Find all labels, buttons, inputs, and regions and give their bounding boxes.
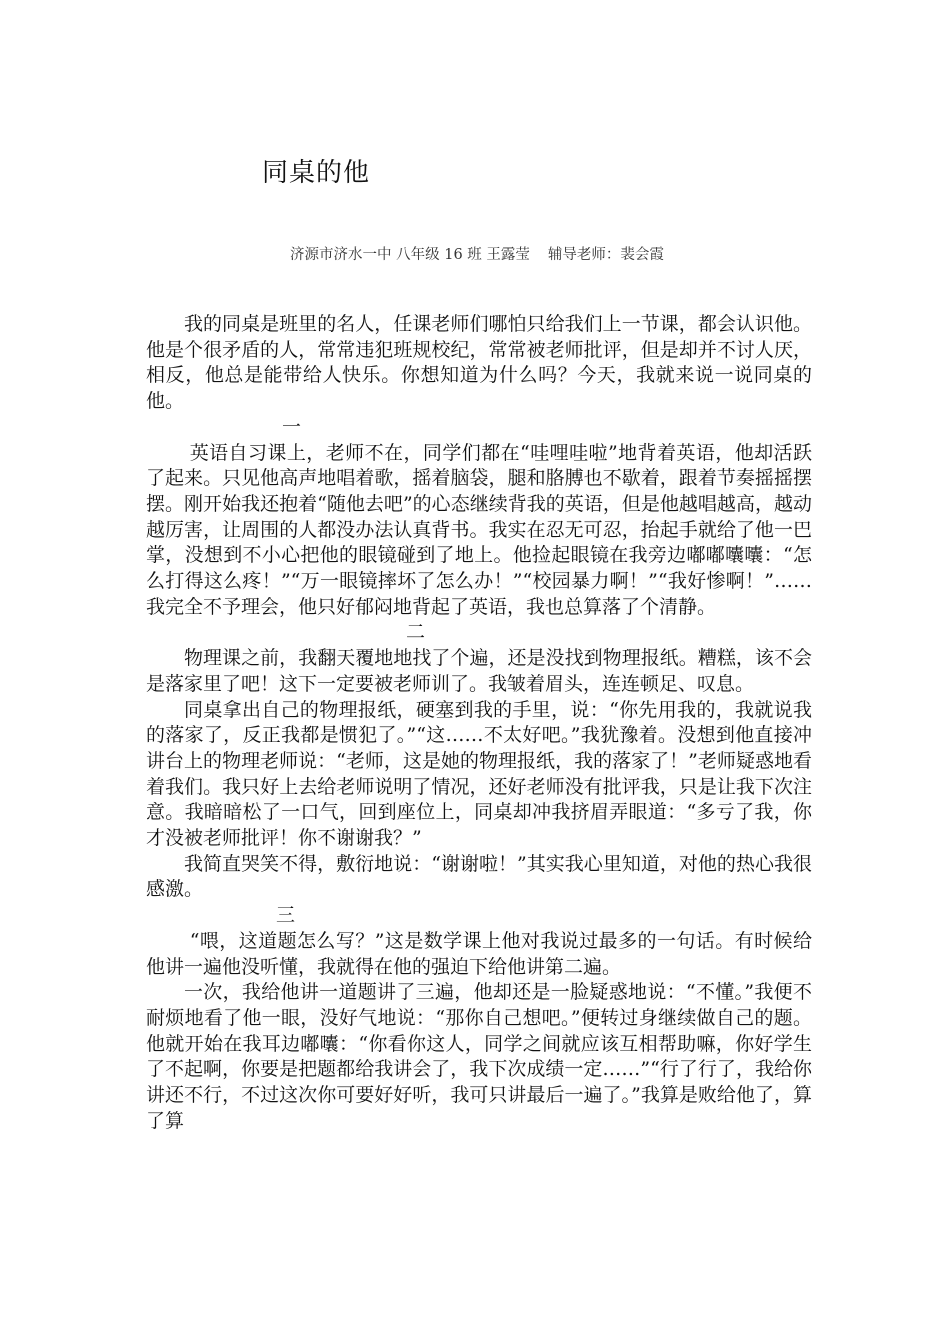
essay-body xyxy=(146,312,812,1134)
essay-title: 同桌的他 xyxy=(262,158,371,188)
paragraph-section2-1: 物理课之前，我翻天覆地地找了个遍，还是没找到物理报纸。糟糕，该不会是落家里了吧！这下一定要被老师训了。我皱着眉头，连连顿足、叹息。 xyxy=(146,647,812,695)
paragraph-intro: 我的同桌是班里的名人，任课老师们哪怕只给我们上一节课，都会认识他。他是个很矛盾的人，常常违犯班规校纪，常常被老师批评，但是却并不讨人厌，相反，他总是能带给人快乐。你想知道为什么吗？今天，我就来说一说同桌的他。 xyxy=(146,313,812,413)
section-heading-two: 二 xyxy=(406,621,426,644)
section-heading-three: 三 xyxy=(276,904,296,927)
advisor-teacher: 辅导老师：裴会霞 xyxy=(547,247,664,263)
author-byline xyxy=(290,243,664,264)
paragraph-section2-2: 同桌拿出自己的物理报纸，硬塞到我的手里，说：“你先用我的，我就说我的落家了，反正我都是惯犯了。”“这……不太好吧。”我犹豫着。没想到他直接冲讲台上的物理老师说：“老师，这是她的物理报纸，我的落家了！”老师疑惑地看着我们。我只好上去给老师说明了情况，还好老师没有批评我，只是让我下次注意。我暗暗松了一口气，回到座位上，同桌却冲我挤眉弄眼道：“多亏了我，你才没被老师批评！你不谢谢我？” xyxy=(146,698,812,850)
section-heading-one: 一 xyxy=(282,415,302,438)
paragraph-section2-3: 我简直哭笑不得，敷衍地说：“谢谢啦！”其实我心里知道，对他的热心我很感激。 xyxy=(146,852,812,901)
author-school-class: 济源市济水一中 八年级 16 班 王露莹 xyxy=(290,247,530,263)
paragraph-section1-1: 英语自习课上，老师不在，同学们都在“哇哩哇啦”地背着英语，他却活跃了起来。只见他高声地唱着歌，摇着脑袋，腿和胳膊也不歇着，跟着节奏摇摇摆摆。刚开始我还抱着“随他去吧”的心态继续背我的英语，但是他越唱越高，越动越厉害，让周围的人都没办法认真背书。我实在忍无可忍，抬起手就给了他一巴掌，没想到不小心把他的眼镜碰到了地上。他捡起眼镜在我旁边嘟嘟囔囔：“怎么打得这么疼！”“万一眼镜摔坏了怎么办！”“校园暴力啊！”“我好惨啊！”……我完全不予理会，他只好郁闷地背起了英语，我也总算落了个清静。 xyxy=(146,441,812,618)
paragraph-section3-2: 一次，我给他讲一道题讲了三遍，他却还是一脸疑惑地说：“不懂。”我便不耐烦地看了他一眼，没好气地说：“那你自己想吧。”便转过身继续做自己的题。他就开始在我耳边嘟囔：“你看你这人，同学之间就应该互相帮助嘛，你好学生了不起啊，你要是把题都给我讲会了，我下次成绩一定……”“行了行了，我给你讲还不行，不过这次你可要好好听，我可只讲最后一遍了。”我算是败给他了，算了算 xyxy=(146,981,812,1132)
paragraph-section3-1: “喂，这道题怎么写？”这是数学课上他对我说过最多的一句话。有时候给他讲一遍他没听懂，我就得在他的强迫下给他讲第二遍。 xyxy=(146,929,812,978)
